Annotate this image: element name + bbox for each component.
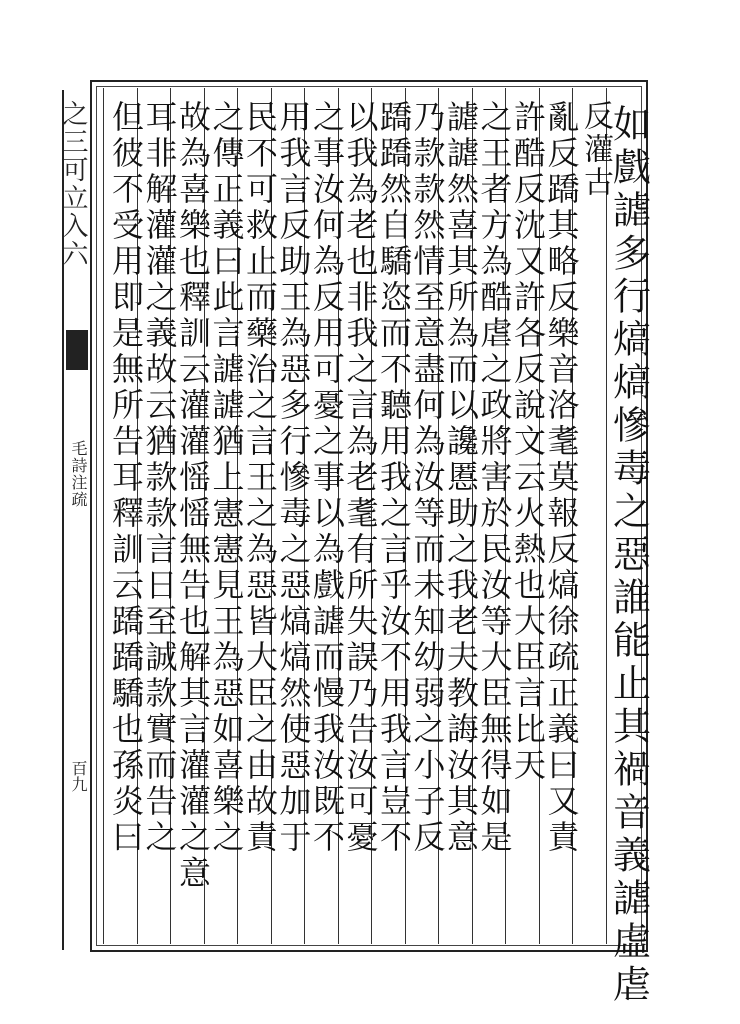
text-column-1: 如戲謔多行熇熇慘毒之惡誰能止其禍音義謔虛虐 — [606, 104, 651, 1007]
text-column-8: 蹻蹻然自驕恣而不聽用我之言乎汝不用我言豈不 — [375, 100, 413, 856]
column-rule — [103, 88, 104, 944]
text-column-15: 耳非解灌灌之義故云猶款款言日至誠款實而告之 — [140, 100, 179, 856]
adjacent-page-edge — [0, 0, 60, 1024]
text-column-6: 謔謔然喜其所為而以讒慝助之我老夫教誨汝其意 — [442, 100, 480, 856]
text-column-10: 之事汝何為反用可憂之事以為戲謔而慢我汝既不 — [308, 100, 346, 856]
text-column-3: 亂反蹻其略反樂音洛耄莫報反熇徐疏正義曰又責 — [542, 100, 581, 856]
spine-heading: 之三可立入六 — [58, 100, 88, 268]
text-column-11: 用我言反助王為惡多行慘毒之惡熇熇然使惡加于 — [274, 100, 313, 856]
text-column-5: 之王者方為酷虐之政將害於民汝等大臣無得如是 — [475, 100, 514, 856]
text-column-12: 民不可救止而藥治之言王之為惡皆大臣之由故責 — [241, 100, 279, 856]
text-column-13: 之傳正義曰此言謔謔猶上憲憲見王為惡如喜樂之 — [207, 100, 246, 856]
text-column-2: 反灌古 — [578, 100, 613, 199]
text-column-16: 但彼不受用即是無所告耳釋訓云蹻蹻驕也孫炎曰 — [107, 100, 145, 856]
text-column-9: 以我為老也非我之言為老耄有所失誤乃告汝可憂 — [341, 100, 380, 856]
text-column-4: 許酷反沈又許各反說文云火熱也大臣言比天 — [509, 100, 547, 784]
fishtail-mark — [66, 330, 88, 370]
book-title: 毛詩注疏 — [69, 440, 88, 508]
text-column-7: 乃款款然情至意盡何為汝等而未知幼弱之小子反 — [408, 100, 447, 856]
page-number: 百九 — [69, 760, 88, 792]
text-column-14: 故為喜樂也釋訓云灌灌愮愮無告也解其言灌灌之意 — [174, 100, 212, 892]
